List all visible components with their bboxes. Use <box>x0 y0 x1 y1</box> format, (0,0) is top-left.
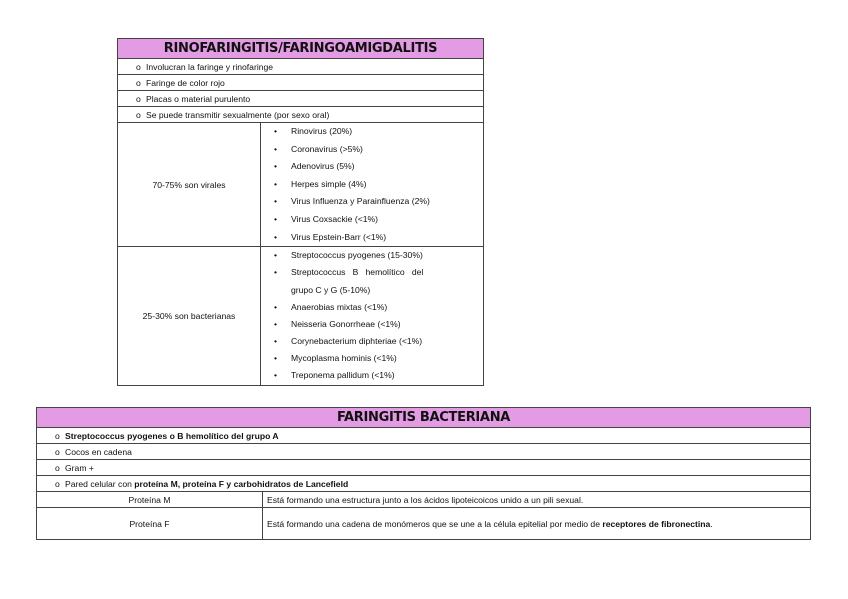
list-item: • Coronavirus (>5%) <box>265 141 479 159</box>
table-row: o Cocos en cadena <box>37 444 811 460</box>
list-item: • Herpes simple (4%) <box>265 176 479 194</box>
table-title: FARINGITIS BACTERIANA <box>37 408 811 428</box>
list-item: • Rinovirus (20%) <box>265 123 479 141</box>
table-row: o Faringe de color rojo <box>118 75 484 91</box>
bacterial-list <box>265 247 479 385</box>
list-item: • Mycoplasma hominis (<1%) <box>265 350 479 367</box>
protein-m-desc: Está formando una estructura junto a los ácidos lipoteicoicos unido a un pili sexual. <box>263 492 811 508</box>
table-row: o Involucran la faringe y rinofaringe <box>118 59 484 75</box>
list-item: • Streptococcus B hemolítico del <box>265 264 479 281</box>
rinofaringitis-table <box>117 38 484 386</box>
list-item: • Neisseria Gonorrheae (<1%) <box>265 316 479 333</box>
list-item: • Corynebacterium diphteriae (<1%) <box>265 333 479 350</box>
faringitis-bacteriana-table <box>36 407 811 540</box>
table-row: o Placas o material purulento <box>118 91 484 107</box>
list-item: • Treponema pallidum (<1%) <box>265 367 479 384</box>
protein-f-desc: Está formando una cadena de monómeros que se une a la célula epitelial por medio de receptores de fibronectina. <box>263 508 811 540</box>
protein-f-label: Proteína F <box>37 508 263 540</box>
table-row: o Pared celular con proteína M, proteína F y carbohidratos de Lancefield <box>37 476 811 492</box>
list-item: • Streptococcus pyogenes (15-30%) <box>265 247 479 264</box>
viral-label: 70-75% son virales <box>118 123 261 247</box>
list-item: • Virus Influenza y Parainfluenza (2%) <box>265 193 479 211</box>
table-title: RINOFARINGITIS/FARINGOAMIGDALITIS <box>118 39 484 59</box>
list-item: • Anaerobias mixtas (<1%) <box>265 299 479 316</box>
viral-list <box>265 123 479 246</box>
list-item-continuation: grupo C y G (5-10%) <box>291 284 371 295</box>
bacterial-list-cell <box>261 247 484 386</box>
bacterial-label: 25-30% son bacterianas <box>118 247 261 386</box>
table-row: o Gram + <box>37 460 811 476</box>
list-item: • Virus Epstein-Barr (<1%) <box>265 229 479 247</box>
table-row: o Se puede transmitir sexualmente (por sexo oral) <box>118 107 484 123</box>
list-item: • Adenovirus (5%) <box>265 158 479 176</box>
table-row: o Streptococcus pyogenes o B hemolítico del grupo A <box>37 428 811 444</box>
list-item: • Virus Coxsackie (<1%) <box>265 211 479 229</box>
viral-list-cell <box>261 123 484 247</box>
protein-m-label: Proteína M <box>37 492 263 508</box>
